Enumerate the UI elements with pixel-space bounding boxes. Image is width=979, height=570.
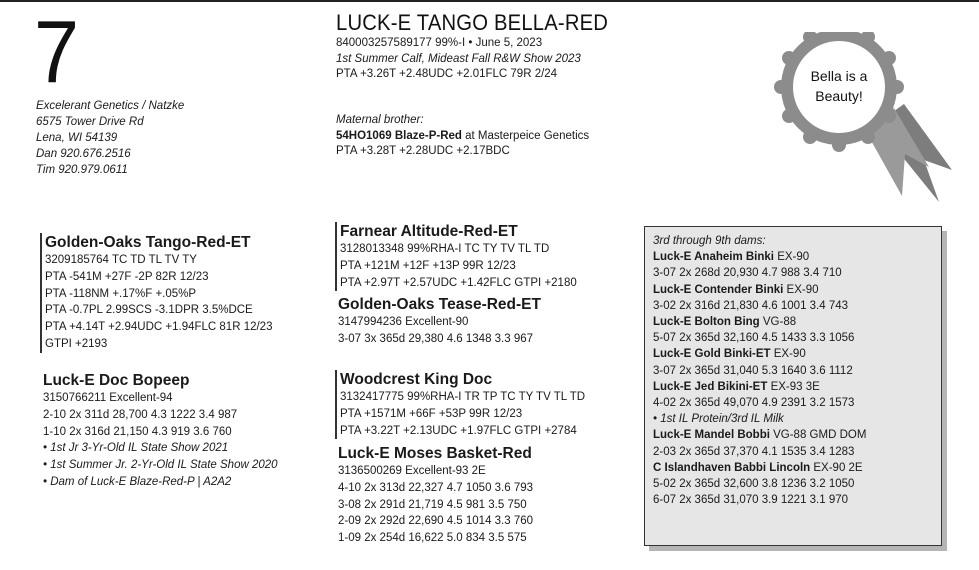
maternal-label: Maternal brother: [336,114,424,126]
dam-sire-block [335,370,585,439]
sire-sire-line: 3128013348 99%RHA-I TC TY TV TL TD [340,243,550,255]
animal-pta: PTA +3.26T +2.48UDC +2.01FLC 79R 2/24 [336,68,558,80]
ancestor-dam-name: C Islandhaven Babbi Lincoln [653,461,811,474]
ancestor-dam-name-line [653,249,941,265]
dam-sire-line: 3132417775 99%RHA-I TR TP TC TY TV TL TD [340,391,586,403]
dam-sire-line: PTA +1571M +66F +53P 99R 12/23 [340,407,523,420]
ancestor-dam-name: Luck-E Gold Binki-ET [653,348,771,361]
dam-line: 3150766211 Excellent-94 [43,392,173,404]
ancestor-dam-score: EX-93 3E [767,380,820,393]
ribbon-icon [764,32,954,207]
ribbon-badge [764,32,954,212]
sire-line: PTA -541M +27F -2P 82R 12/23 [45,270,209,283]
ribbon-text-line2: Beauty! [815,88,863,104]
ancestor-dam-record: 6-07 2x 365d 31,070 3.9 1221 3.1 970 [653,494,849,507]
consignor-line: Dan 920.676.2516 [36,148,131,160]
consignor-line: Lena, WI 54139 [36,132,118,144]
sire-dam-line: 3147994236 Excellent-90 [338,316,469,328]
maternal-brother [336,113,589,160]
ancestor-dam-record: 3-07 2x 268d 20,930 4.7 988 3.4 710 [653,267,842,280]
ancestor-dam-score: VG-88 GMD DOM [769,429,867,442]
ancestor-dam-record: 4-02 2x 365d 49,070 4.9 2391 3.2 1573 [653,397,855,410]
dam-sire-line: PTA +3.22T +2.13UDC +1.97FLC GTPI +2784 [340,424,577,437]
dam-dam-line: 3-08 2x 291d 21,719 4.5 981 3.5 750 [338,498,527,511]
ancestor-dam-note: • 1st IL Protein/3rd IL Milk [653,413,784,426]
dam-note: • 1st Jr 3-Yr-Old IL State Show 2021 [43,442,229,455]
consignor-line: Excelerant Genetics / Natzke [36,100,185,112]
dam-line: 1-10 2x 316d 21,150 4.3 919 3.6 760 [43,425,232,438]
sire-sire-line: PTA +2.97T +2.57UDC +1.42FLC GTPI +2180 [340,276,577,289]
dam-dam-line: 3136500269 Excellent-93 2E [338,465,486,477]
dam-dam-line: 4-10 2x 313d 22,327 4.7 1050 3.6 793 [338,481,534,494]
consignor-block [36,98,184,178]
maternal-name-line [336,129,589,145]
dams-list [653,249,941,508]
ancestor-dam-score: EX-90 [774,251,810,264]
sire-sire-line: PTA +121M +12F +13P 99R 12/23 [340,259,516,272]
ancestor-dam-record: 2-03 2x 365d 37,370 4.1 1535 3.4 1283 [653,445,855,458]
dam-dam-name: Luck-E Moses Basket-Red [338,445,532,462]
dam-dam-line: 2-09 2x 292d 22,690 4.5 1014 3.3 760 [338,515,534,528]
ancestor-dam-record: 5-07 2x 365d 32,160 4.5 1433 3.3 1056 [653,332,855,345]
maternal-name: 54HO1069 Blaze-P-Red [336,129,462,142]
consignor-line: 6575 Tower Drive Rd [36,116,144,128]
sire-line: PTA -0.7PL 2.99SCS -3.1DPR 3.5%DCE [45,304,253,317]
sire-dam-line: 3-07 3x 365d 29,380 4.6 1348 3.3 967 [338,332,534,345]
dams-heading: 3rd through 9th dams: [653,235,766,247]
top-rule [0,0,979,2]
ancestor-dam-name: Luck-E Anaheim Binki [653,251,774,264]
sire-name: Golden-Oaks Tango-Red-ET [45,234,251,251]
ancestor-dam-record: 3-07 2x 365d 31,040 5.3 1640 3.6 1112 [653,364,853,377]
ancestor-dam-name-line [653,282,941,298]
ancestor-dam-score: EX-90 [783,283,819,296]
ancestor-dam-score: EX-90 [770,348,806,361]
sire-sire-block [335,222,577,291]
sire-line: PTA -118NM +.17%F +.05%P [45,287,197,300]
consignor-line: Tim 920.979.0611 [36,164,128,176]
ancestor-dam-name-line [653,427,941,443]
sire-line: 3209185764 TC TD TL TV TY [45,254,197,266]
animal-header [336,10,632,83]
dam-note: • 1st Summer Jr. 2-Yr-Old IL State Show 2020 [43,459,278,472]
ancestor-dam-score: VG-88 [759,316,797,329]
ancestor-dam-name-line [653,460,941,476]
ancestor-dam-record: 3-02 2x 316d 21,830 4.6 1001 3.4 743 [653,299,849,312]
animal-id-line: 840003257589177 99%-I • June 5, 2023 [336,37,543,49]
sire-line: PTA +4.14T +2.94UDC +1.94FLC 81R 12/23 [45,321,273,334]
ancestor-dam-name: Luck-E Mandel Bobbi [653,429,770,442]
dam-dam-block [335,444,533,547]
ancestor-dam-name-line [653,379,941,395]
dam-line: 2-10 2x 311d 28,700 4.3 1222 3.4 987 [43,408,238,421]
sire-block [40,233,272,353]
animal-award: 1st Summer Calf, Mideast Fall R&W Show 2023 [336,52,581,65]
sire-sire-name: Farnear Altitude-Red-ET [340,223,518,240]
maternal-name-suffix: at Masterpeice Genetics [461,129,590,142]
ancestor-dam-name-line [653,346,941,362]
ancestor-dam-name: Luck-E Contender Binki [653,283,784,296]
lot-number: 7 [34,2,80,101]
sire-dam-name: Golden-Oaks Tease-Red-ET [338,296,541,313]
ancestor-dams-box [644,226,942,546]
dam-note: • Dam of Luck-E Blaze-Red-P | A2A2 [43,475,232,488]
ribbon-text-line1: Bella is a [810,68,868,84]
ancestor-dam-name: Luck-E Bolton Bing [653,316,760,329]
dam-block [40,371,278,491]
maternal-pta: PTA +3.28T +2.28UDC +2.17BDC [336,145,510,157]
ancestor-dam-record: 5-02 2x 365d 32,600 3.8 1236 3.2 1050 [653,478,855,491]
ancestor-dam-score: EX-90 2E [810,461,863,474]
animal-name: LUCK-E TANGO BELLA-RED [336,10,609,35]
ancestor-dam-name: Luck-E Jed Bikini-ET [653,380,768,393]
dam-name: Luck-E Doc Bopeep [43,372,190,389]
dam-dam-line: 1-09 2x 254d 16,622 5.0 834 3.5 575 [338,532,527,545]
dam-sire-name: Woodcrest King Doc [340,371,493,388]
ancestor-dam-name-line [653,314,941,330]
sire-line: GTPI +2193 [45,337,108,350]
ribbon-text [784,66,894,106]
sire-dam-block [335,295,541,348]
